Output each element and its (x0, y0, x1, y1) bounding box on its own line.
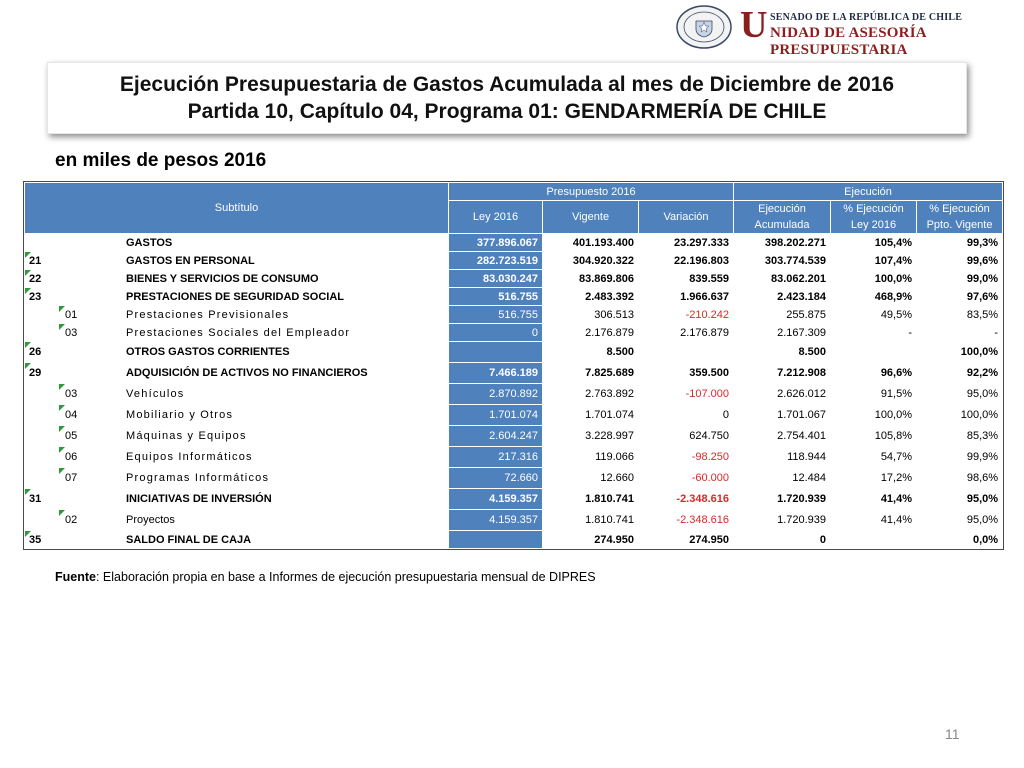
units-subtitle: en miles de pesos 2016 (55, 150, 267, 171)
cell-pct-ley: 17,2% (831, 468, 917, 489)
cell-code: 01 (25, 306, 122, 324)
cell-name: Equipos Informáticos (122, 447, 449, 468)
cell-name: Máquinas y Equipos (122, 426, 449, 447)
table-row (25, 324, 1003, 342)
cell-vigente: 119.066 (543, 447, 639, 468)
cell-ley: 282.723.519 (449, 252, 543, 270)
cell-ley (449, 342, 543, 363)
table-row (25, 234, 1003, 252)
cell-vigente: 12.660 (543, 468, 639, 489)
cell-pct-vigente: 95,0% (917, 489, 1003, 510)
cell-ejecucion: 1.720.939 (734, 489, 831, 510)
cell-pct-vigente: 83,5% (917, 306, 1003, 324)
table-row (25, 384, 1003, 405)
cell-pct-ley: 107,4% (831, 252, 917, 270)
cell-ley: 2.604.247 (449, 426, 543, 447)
cell-name: Prestaciones Sociales del Empleador (122, 324, 449, 342)
table-row (25, 252, 1003, 270)
comment-marker-icon (59, 405, 65, 411)
cell-vigente: 304.920.322 (543, 252, 639, 270)
cell-code: 02 (25, 510, 122, 531)
cell-variacion: 274.950 (639, 531, 734, 549)
cell-vigente: 401.193.400 (543, 234, 639, 252)
cell-code: 21 (25, 252, 122, 270)
cell-vigente: 2.176.879 (543, 324, 639, 342)
header-presupuesto: Presupuesto 2016 (449, 183, 734, 201)
table-row (25, 270, 1003, 288)
cell-ejecucion: 2.167.309 (734, 324, 831, 342)
cell-variacion: 2.176.879 (639, 324, 734, 342)
comment-marker-icon (25, 363, 31, 369)
cell-ejecucion: 0 (734, 531, 831, 549)
comment-marker-icon (59, 447, 65, 453)
cell-code: 06 (25, 447, 122, 468)
cell-variacion: -107.000 (639, 384, 734, 405)
cell-pct-vigente: 100,0% (917, 342, 1003, 363)
cell-pct-vigente: 92,2% (917, 363, 1003, 384)
cell-name: GASTOS (122, 234, 449, 252)
cell-name: SALDO FINAL DE CAJA (122, 531, 449, 549)
cell-code: 22 (25, 270, 122, 288)
budget-table (24, 182, 1003, 549)
cell-ley: 2.870.892 (449, 384, 543, 405)
cell-vigente: 7.825.689 (543, 363, 639, 384)
cell-code: 07 (25, 468, 122, 489)
cell-vigente: 1.701.074 (543, 405, 639, 426)
cell-variacion: -60.000 (639, 468, 734, 489)
cell-vigente: 306.513 (543, 306, 639, 324)
cell-variacion: -98.250 (639, 447, 734, 468)
cell-pct-ley (831, 342, 917, 363)
cell-name: Proyectos (122, 510, 449, 531)
comment-marker-icon (25, 342, 31, 348)
comment-marker-icon (59, 384, 65, 390)
cell-code: 05 (25, 426, 122, 447)
title-line-1: Ejecución Presupuestaria de Gastos Acumulada al mes de Diciembre de 2016 (119, 73, 895, 96)
table-row (25, 447, 1003, 468)
cell-ley: 72.660 (449, 468, 543, 489)
cell-ley: 0 (449, 324, 543, 342)
cell-ley (449, 531, 543, 549)
cell-ejecucion: 8.500 (734, 342, 831, 363)
header-vigente: Vigente (543, 201, 639, 234)
cell-code: 04 (25, 405, 122, 426)
header-variacion: Variación (639, 201, 734, 234)
comment-marker-icon (25, 270, 31, 276)
cell-ley: 516.755 (449, 306, 543, 324)
cell-pct-vigente: 98,6% (917, 468, 1003, 489)
cell-code: 29 (25, 363, 122, 384)
cell-pct-vigente: 0,0% (917, 531, 1003, 549)
table-row (25, 510, 1003, 531)
cell-ley: 4.159.357 (449, 510, 543, 531)
cell-ejecucion: 2.423.184 (734, 288, 831, 306)
cell-ejecucion: 303.774.539 (734, 252, 831, 270)
comment-marker-icon (59, 426, 65, 432)
cell-pct-vigente: 99,3% (917, 234, 1003, 252)
header-ejecucion-acumulada: Ejecución Acumulada (734, 201, 831, 234)
comment-marker-icon (59, 324, 65, 330)
cell-pct-ley: 41,4% (831, 510, 917, 531)
cell-pct-ley: 105,8% (831, 426, 917, 447)
cell-vigente: 3.228.997 (543, 426, 639, 447)
cell-ejecucion: 398.202.271 (734, 234, 831, 252)
cell-ley: 7.466.189 (449, 363, 543, 384)
cell-code: 26 (25, 342, 122, 363)
cell-ejecucion: 2.754.401 (734, 426, 831, 447)
cell-pct-vigente: 97,6% (917, 288, 1003, 306)
cell-pct-vigente: 99,6% (917, 252, 1003, 270)
comment-marker-icon (59, 306, 65, 312)
title-line-2: Partida 10, Capítulo 04, Programa 01: GENDARMERÍA DE CHILE (187, 100, 827, 123)
cell-name: BIENES Y SERVICIOS DE CONSUMO (122, 270, 449, 288)
cell-ley: 83.030.247 (449, 270, 543, 288)
cell-code (25, 234, 122, 252)
cell-pct-vigente: 85,3% (917, 426, 1003, 447)
cell-ejecucion: 118.944 (734, 447, 831, 468)
table-row (25, 306, 1003, 324)
cell-code: 03 (25, 384, 122, 405)
cell-variacion: 1.966.637 (639, 288, 734, 306)
cell-pct-vigente: 95,0% (917, 510, 1003, 531)
table-row (25, 531, 1003, 549)
comment-marker-icon (25, 489, 31, 495)
table-row (25, 489, 1003, 510)
cell-pct-ley: 96,6% (831, 363, 917, 384)
cell-pct-ley: 91,5% (831, 384, 917, 405)
comment-marker-icon (59, 510, 65, 516)
cell-vigente: 1.810.741 (543, 489, 639, 510)
cell-vigente: 8.500 (543, 342, 639, 363)
header-pct-ley: % Ejecución Ley 2016 (831, 201, 917, 234)
senado-seal-icon (675, 4, 733, 50)
cell-ley: 1.701.074 (449, 405, 543, 426)
cell-vigente: 274.950 (543, 531, 639, 549)
org-initial: U (740, 4, 768, 46)
cell-variacion: -2.348.616 (639, 489, 734, 510)
table-row (25, 426, 1003, 447)
cell-variacion: 22.196.803 (639, 252, 734, 270)
cell-pct-ley: 468,9% (831, 288, 917, 306)
cell-variacion: 23.297.333 (639, 234, 734, 252)
table-row (25, 468, 1003, 489)
cell-ejecucion: 12.484 (734, 468, 831, 489)
cell-code: 03 (25, 324, 122, 342)
cell-ejecucion: 255.875 (734, 306, 831, 324)
org-name: NIDAD DE ASESORÍA PRESUPUESTARIA (770, 25, 926, 58)
comment-marker-icon (25, 252, 31, 258)
cell-pct-ley: 54,7% (831, 447, 917, 468)
cell-pct-ley: 100,0% (831, 270, 917, 288)
cell-ley: 516.755 (449, 288, 543, 306)
cell-vigente: 2.483.392 (543, 288, 639, 306)
cell-pct-vigente: 99,0% (917, 270, 1003, 288)
org-subtitle: SENADO DE LA REPÚBLICA DE CHILE (770, 12, 963, 23)
cell-name: ADQUISICIÓN DE ACTIVOS NO FINANCIEROS (122, 363, 449, 384)
cell-name: Programas Informáticos (122, 468, 449, 489)
table-row (25, 288, 1003, 306)
cell-vigente: 83.869.806 (543, 270, 639, 288)
cell-vigente: 2.763.892 (543, 384, 639, 405)
cell-variacion: -210.242 (639, 306, 734, 324)
comment-marker-icon (25, 531, 31, 537)
cell-pct-ley: 49,5% (831, 306, 917, 324)
cell-ejecucion: 7.212.908 (734, 363, 831, 384)
cell-name: Prestaciones Previsionales (122, 306, 449, 324)
cell-variacion (639, 342, 734, 363)
header-pct-vigente: % Ejecución Ppto. Vigente (917, 201, 1003, 234)
header-subtitulo: Subtítulo (25, 183, 449, 234)
cell-variacion: 359.500 (639, 363, 734, 384)
cell-name: INICIATIVAS DE INVERSIÓN (122, 489, 449, 510)
cell-ejecucion: 1.701.067 (734, 405, 831, 426)
cell-ejecucion: 2.626.012 (734, 384, 831, 405)
cell-ley: 217.316 (449, 447, 543, 468)
cell-name: Vehículos (122, 384, 449, 405)
cell-variacion: -2.348.616 (639, 510, 734, 531)
title-box (47, 62, 967, 134)
cell-pct-ley: 100,0% (831, 405, 917, 426)
header-ejecucion: Ejecución (734, 183, 1003, 201)
header-ley: Ley 2016 (449, 201, 543, 234)
cell-ejecucion: 83.062.201 (734, 270, 831, 288)
cell-name: GASTOS EN PERSONAL (122, 252, 449, 270)
cell-pct-vigente: 99,9% (917, 447, 1003, 468)
cell-variacion: 0 (639, 405, 734, 426)
cell-ejecucion: 1.720.939 (734, 510, 831, 531)
table-body (25, 234, 1003, 549)
cell-pct-ley: 105,4% (831, 234, 917, 252)
cell-vigente: 1.810.741 (543, 510, 639, 531)
cell-ley: 4.159.357 (449, 489, 543, 510)
cell-code: 31 (25, 489, 122, 510)
cell-pct-vigente: 95,0% (917, 384, 1003, 405)
page-number: 11 (945, 726, 960, 742)
cell-code: 35 (25, 531, 122, 549)
table-row (25, 405, 1003, 426)
cell-pct-ley (831, 531, 917, 549)
cell-pct-vigente: 100,0% (917, 405, 1003, 426)
source-note: Fuente: Elaboración propia en base a Informes de ejecución presupuestaria mensual de DIPRES (55, 570, 596, 584)
cell-name: Mobiliario y Otros (122, 405, 449, 426)
cell-name: OTROS GASTOS CORRIENTES (122, 342, 449, 363)
table-row (25, 363, 1003, 384)
comment-marker-icon (25, 288, 31, 294)
cell-pct-vigente: - (917, 324, 1003, 342)
cell-variacion: 839.559 (639, 270, 734, 288)
table-row (25, 342, 1003, 363)
cell-variacion: 624.750 (639, 426, 734, 447)
cell-pct-ley: 41,4% (831, 489, 917, 510)
comment-marker-icon (59, 468, 65, 474)
cell-code: 23 (25, 288, 122, 306)
cell-pct-ley: - (831, 324, 917, 342)
cell-ley: 377.896.067 (449, 234, 543, 252)
cell-name: PRESTACIONES DE SEGURIDAD SOCIAL (122, 288, 449, 306)
